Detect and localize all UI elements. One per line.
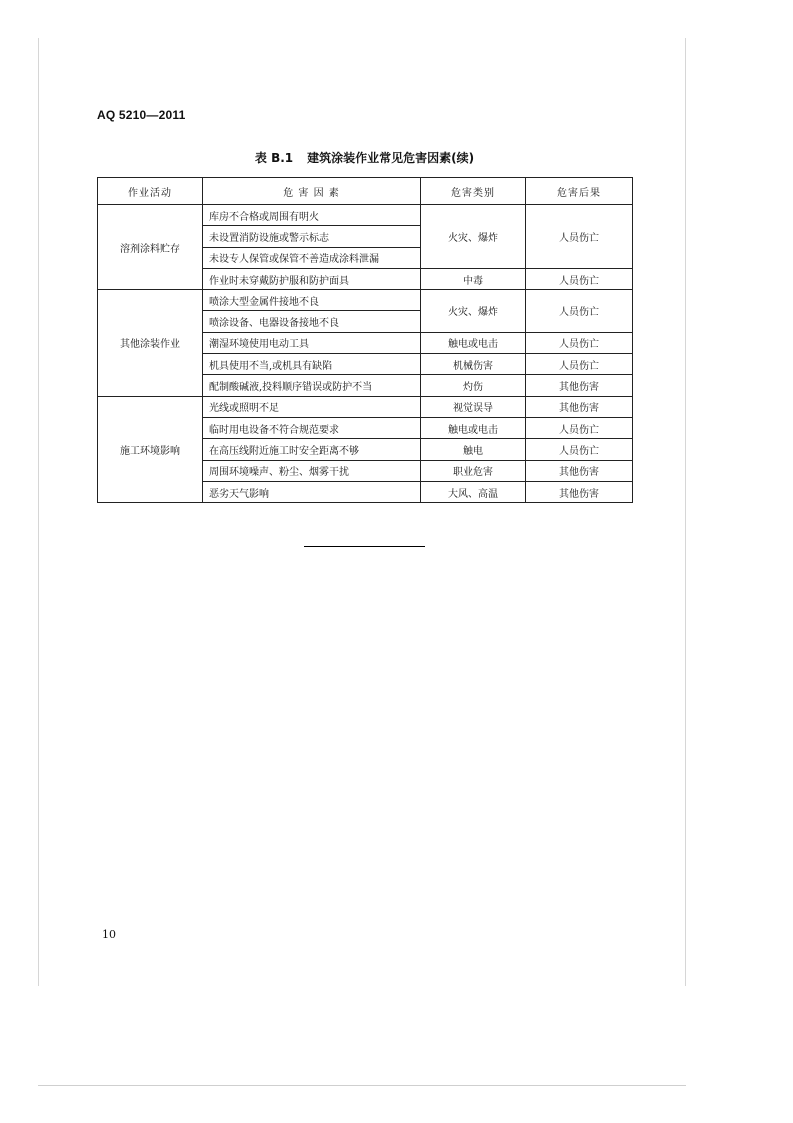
consequence-cell: 人员伤亡 <box>526 332 633 353</box>
page-edge-right <box>685 38 686 986</box>
consequence-cell: 人员伤亡 <box>526 268 633 289</box>
category-cell: 触电或电击 <box>421 417 526 438</box>
factor-cell: 在高压线附近施工时安全距离不够 <box>203 439 421 460</box>
factor-cell: 周围环境噪声、粉尘、烟雾干扰 <box>203 460 421 481</box>
factor-cell: 恶劣天气影响 <box>203 481 421 502</box>
category-cell: 大风、高温 <box>421 481 526 502</box>
consequence-cell: 人员伤亡 <box>526 439 633 460</box>
category-cell: 职业危害 <box>421 460 526 481</box>
consequence-cell: 人员伤亡 <box>526 354 633 375</box>
consequence-cell: 其他伤害 <box>526 375 633 396</box>
activity-cell: 溶剂涂料贮存 <box>98 205 203 290</box>
consequence-cell: 其他伤害 <box>526 481 633 502</box>
table-caption: 建筑涂装作业常见危害因素(续) <box>307 151 475 165</box>
category-cell: 触电或电击 <box>421 332 526 353</box>
page-number: 10 <box>102 928 116 941</box>
factor-cell: 临时用电设备不符合规范要求 <box>203 417 421 438</box>
factor-cell: 作业时未穿戴防护服和防护面具 <box>203 268 421 289</box>
consequence-cell: 人员伤亡 <box>526 290 633 333</box>
activity-cell: 其他涂装作业 <box>98 290 203 396</box>
table-body <box>98 205 633 503</box>
category-cell: 火灾、爆炸 <box>421 290 526 333</box>
table-header <box>98 178 633 205</box>
factor-cell: 库房不合格或周围有明火 <box>203 205 421 226</box>
category-cell: 机械伤害 <box>421 354 526 375</box>
factor-cell: 潮湿环境使用电动工具 <box>203 332 421 353</box>
table-row <box>98 396 633 417</box>
table-title <box>97 149 632 166</box>
page-edge-bottom <box>38 1085 686 1086</box>
factor-cell: 光线或照明不足 <box>203 396 421 417</box>
category-cell: 视觉误导 <box>421 396 526 417</box>
table-row <box>98 205 633 226</box>
consequence-cell: 其他伤害 <box>526 396 633 417</box>
document-code: AQ 5210—2011 <box>97 108 186 122</box>
factor-cell: 喷涂设备、电器设备接地不良 <box>203 311 421 332</box>
category-cell: 火灾、爆炸 <box>421 205 526 269</box>
column-header-factor: 危 害 因 素 <box>203 178 421 205</box>
activity-cell: 施工环境影响 <box>98 396 203 502</box>
column-header-category: 危害类别 <box>421 178 526 205</box>
category-cell: 触电 <box>421 439 526 460</box>
factor-cell: 配制酸碱液,投料顺序错误或防护不当 <box>203 375 421 396</box>
category-cell: 灼伤 <box>421 375 526 396</box>
consequence-cell: 人员伤亡 <box>526 417 633 438</box>
table-number: 表 B.1 <box>254 151 294 165</box>
column-header-consequence: 危害后果 <box>526 178 633 205</box>
consequence-cell: 人员伤亡 <box>526 205 633 269</box>
factor-cell: 未设专人保管或保管不善造成涂料泄漏 <box>203 247 421 268</box>
page-edge-left <box>38 38 39 986</box>
hazard-table <box>97 177 633 503</box>
table-row <box>98 290 633 311</box>
consequence-cell: 其他伤害 <box>526 460 633 481</box>
category-cell: 中毒 <box>421 268 526 289</box>
header-row <box>98 178 633 205</box>
factor-cell: 未设置消防设施或警示标志 <box>203 226 421 247</box>
factor-cell: 喷涂大型金属件接地不良 <box>203 290 421 311</box>
factor-cell: 机具使用不当,或机具有缺陷 <box>203 354 421 375</box>
end-of-table-rule <box>304 546 425 547</box>
column-header-activity: 作业活动 <box>98 178 203 205</box>
